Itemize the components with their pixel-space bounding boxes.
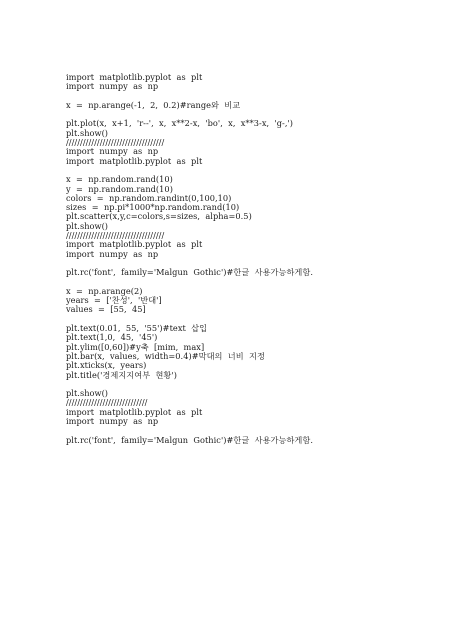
code-line: import numpy as np xyxy=(66,248,159,259)
code-listing xyxy=(66,73,313,445)
code-line: y = np.random.rand(10) xyxy=(66,183,173,194)
code-line: x = np.arange(-1, 2, 0.2)#range와 비교 xyxy=(66,99,241,110)
code-line: import numpy as np xyxy=(66,415,159,426)
code-line: plt.plot(x, x+1, 'r--', x, x**2-x, 'bo', x, x**3-x, 'g-,') xyxy=(66,118,294,129)
code-line: plt.show() xyxy=(66,220,109,231)
code-line: plt.title('경제지지여부 현황') xyxy=(66,369,177,380)
code-line: x = np.random.rand(10) xyxy=(66,174,173,185)
code-line: years = ['찬성', '반대'] xyxy=(66,295,162,306)
code-line: plt.show() xyxy=(66,388,109,399)
code-line: import matplotlib.pyplot as plt xyxy=(66,239,203,250)
code-line: colors = np.random.randint(0,100,10) xyxy=(66,192,232,203)
code-line: plt.ylim([0,60])#y축 [mim, max] xyxy=(66,341,205,352)
code-line: import matplotlib.pyplot as plt xyxy=(66,72,203,82)
code-line: import numpy as np xyxy=(66,81,159,92)
code-line: values = [55, 45] xyxy=(66,304,146,315)
code-line: plt.rc('font', family='Malgun Gothic')#한글 사용가능하게함. xyxy=(66,434,313,445)
code-line: plt.rc('font', family='Malgun Gothic')#한글 사용가능하게함. xyxy=(66,267,313,278)
code-line: plt.text(0.01, 55, '55')#text 삽입 xyxy=(66,323,208,334)
code-line: import matplotlib.pyplot as plt xyxy=(66,406,203,417)
code-line: /////////////////////////////////// xyxy=(66,230,165,241)
code-line: x = np.arange(2) xyxy=(66,285,143,296)
code-line: plt.bar(x, values, width=0.4)#막대의 너비 지정 xyxy=(66,350,265,361)
code-line: /////////////////////////////////// xyxy=(66,137,165,148)
code-line: import numpy as np xyxy=(66,146,159,157)
code-line: plt.show() xyxy=(66,127,109,138)
code-line: sizes = np.pi*1000*np.random.rand(10) xyxy=(66,202,240,213)
code-line: plt.scatter(x,y,c=colors,s=sizes, alpha=0.5) xyxy=(66,211,252,222)
code-line: import matplotlib.pyplot as plt xyxy=(66,155,203,166)
code-line: plt.xticks(x, years) xyxy=(66,360,147,371)
code-line: plt.text(1,0, 45, '45') xyxy=(66,332,158,343)
code-line: ///////////////////////////// xyxy=(66,397,148,408)
